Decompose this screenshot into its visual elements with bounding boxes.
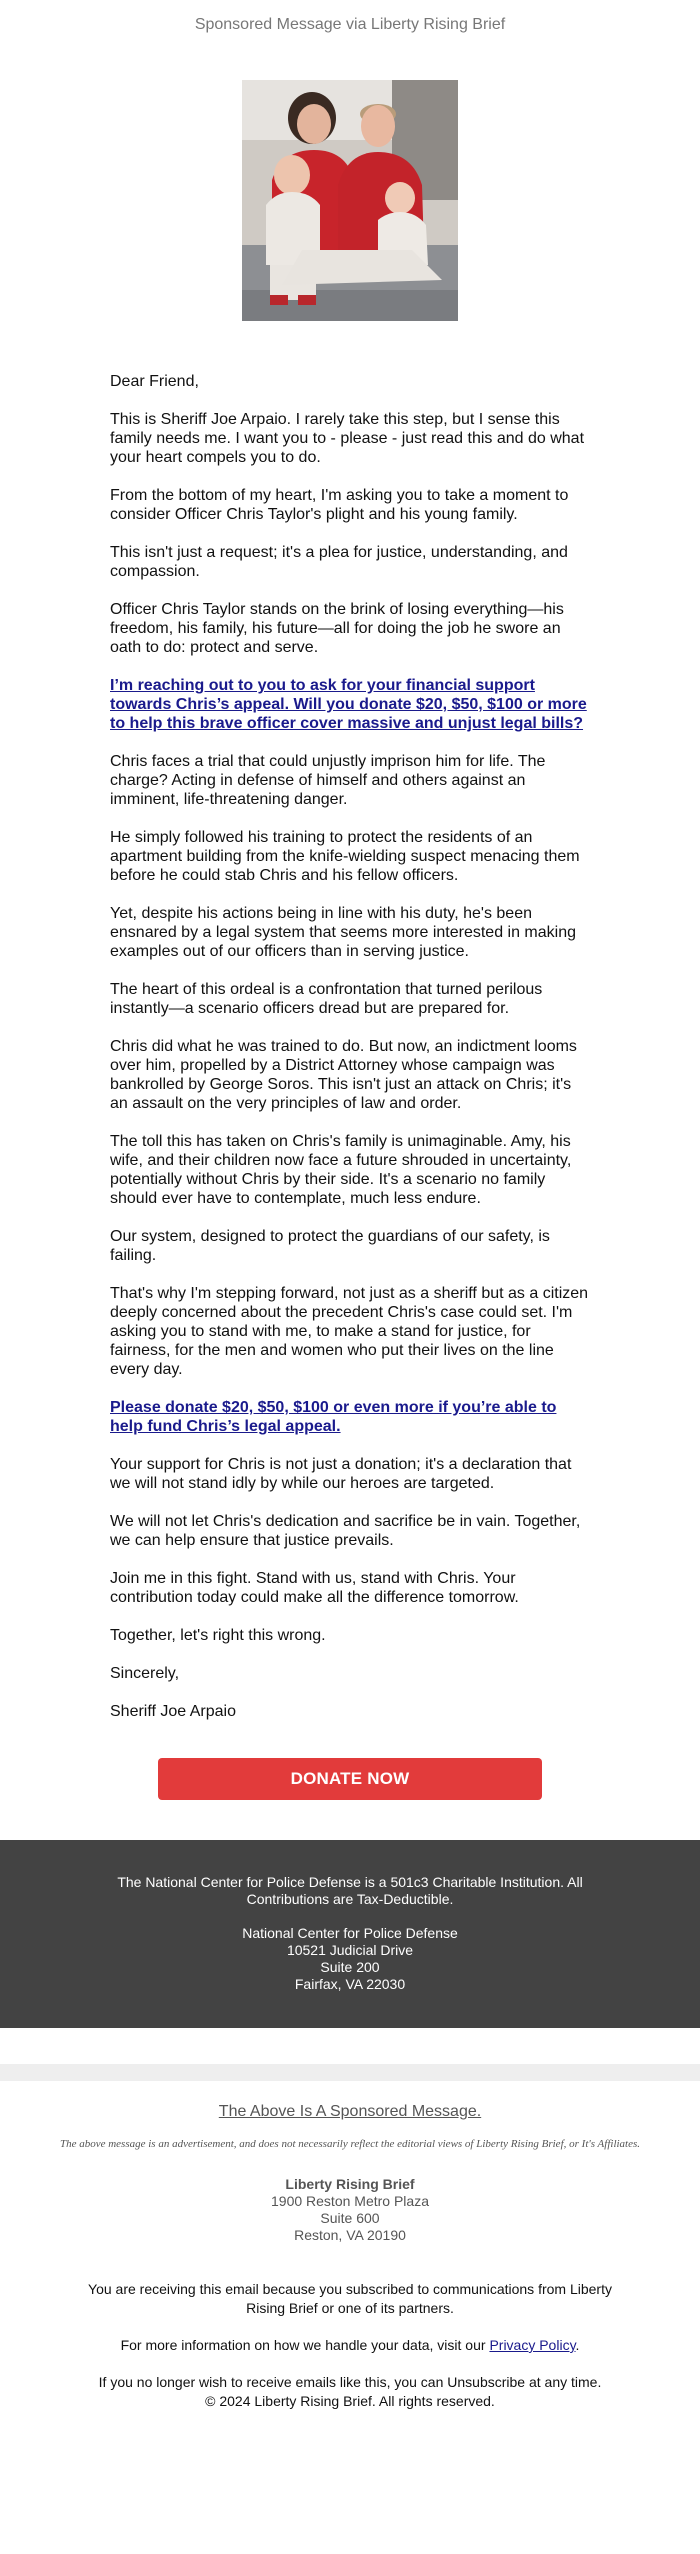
letter-paragraph: From the bottom of my heart, I'm asking you to take a moment to consider Officer Chris Taylor's plight and his young family. [110, 487, 569, 523]
letter-paragraph: Together, let's right this wrong. [110, 1627, 326, 1644]
donation-appeal-link[interactable]: I’m reaching out to you to ask for your financial support towards Chris’s appeal. Will you donate $20, $50, $100 or more to help this brave officer cover massive and unjust legal bills? [110, 677, 587, 732]
letter-body [110, 372, 590, 1740]
organization-street: 10521 Judicial Drive [286, 1942, 414, 1958]
legal-appeal-donate-link[interactable]: Please donate $20, $50, $100 or even more if you’re able to help fund Chris’s legal appeal. [110, 1399, 557, 1435]
publisher-city: Reston, VA 20190 [294, 2227, 406, 2243]
organization-name: National Center for Police Defense [242, 1925, 458, 1941]
sponsored-message-title: The Above Is A Sponsored Message. [218, 2103, 482, 2120]
organization-city: Fairfax, VA 22030 [294, 1976, 406, 1992]
letter-paragraph: This isn't just a request; it's a plea for justice, understanding, and compassion. [110, 544, 568, 580]
data-handling-note [70, 2336, 630, 2355]
privacy-policy-link[interactable]: Privacy Policy [489, 2337, 576, 2353]
letter-paragraph: Officer Chris Taylor stands on the brink of losing everything—his freedom, his family, his future—all for doing the job he swore an oath to do: protect and serve. [110, 601, 564, 656]
letter-paragraph: Yet, despite his actions being in line with his duty, he's been ensnared by a legal system that seems more interested in making examples out of our officers than in serving justice. [110, 905, 577, 960]
letter-paragraph: Chris faces a trial that could unjustly imprison him for life. The charge? Acting in defense of himself and others against an imminent, life-threatening danger. [110, 753, 546, 808]
letter-paragraph: The heart of this ordeal is a confrontation that turned perilous instantly—a scenario officers dread but are prepared for. [110, 981, 543, 1017]
editorial-disclaimer: The above message is an advertisement, and does not necessarily reflect the editorial views of Liberty Rising Brief, or It's Affiliates. [59, 2138, 641, 2150]
letter-paragraph: Chris did what he was trained to do. But now, an indictment looms over him, propelled by a District Attorney whose campaign was bankrolled by George Soros. This isn't just an attack on Chris; it's an assault on the very principles of law and order. [110, 1038, 577, 1112]
section-divider [0, 2064, 700, 2081]
letter-paragraph: That's why I'm stepping forward, not just as a sheriff but as a citizen deeply concerned about the precedent Chris's case could set. I'm asking you to stand with me, to make a stand for justice, for fairness, for the men and women who put their lives on the line every day. [110, 1285, 589, 1378]
letter-closing: Sincerely, [110, 1665, 180, 1682]
publisher-street: 1900 Reston Metro Plaza [271, 2193, 429, 2209]
letter-paragraph: We will not let Chris's dedication and sacrifice be in vain. Together, we can help ensure that justice prevails. [110, 1513, 581, 1549]
organization-address [100, 1925, 600, 1993]
data-note-suffix: . [575, 2337, 580, 2353]
letter-paragraph: Your support for Chris is not just a donation; it's a declaration that we will not stand idly by while our heroes are targeted. [110, 1456, 572, 1492]
letter-paragraph: Our system, designed to protect the guardians of our safety, is failing. [110, 1228, 550, 1264]
data-note-prefix: For more information on how we handle your data, visit our [120, 2337, 490, 2353]
publisher-address [0, 2176, 700, 2244]
legal-notices [70, 2280, 630, 2411]
letter-signature: Sheriff Joe Arpaio [110, 1703, 237, 1720]
subscription-note: You are receiving this email because you subscribed to communications from Liberty Rising Brief or one of its partners. [88, 2281, 612, 2316]
donate-now-button[interactable]: DONATE NOW [158, 1758, 542, 1800]
organization-suite: Suite 200 [320, 1959, 380, 1975]
letter-paragraph: The toll this has taken on Chris's family is unimaginable. Amy, his wife, and their children now face a future shrouded in uncertainty, potentially without Chris by their side. It's a scenario no family should ever have to contemplate, much less endure. [110, 1133, 572, 1207]
family-photo [242, 80, 458, 321]
unsubscribe-copyright [70, 2373, 630, 2411]
publisher-suite: Suite 600 [320, 2210, 380, 2226]
letter-paragraph: Join me in this fight. Stand with us, stand with Chris. Your contribution today could make all the difference tomorrow. [110, 1570, 519, 1606]
organization-footer [0, 1840, 700, 2028]
copyright-notice: © 2024 Liberty Rising Brief. All rights reserved. [205, 2393, 495, 2409]
letter-paragraph: This is Sheriff Joe Arpaio. I rarely take this step, but I sense this family needs me. I want you to - please - just read this and do what your heart compels you to do. [110, 411, 585, 466]
publisher-name: Liberty Rising Brief [285, 2176, 415, 2192]
letter-paragraph: He simply followed his training to protect the residents of an apartment building from the knife-wielding suspect menacing them before he could stab Chris and his fellow officers. [110, 829, 580, 884]
letter-greeting: Dear Friend, [110, 373, 199, 390]
sponsored-header: Sponsored Message via Liberty Rising Brief [194, 16, 506, 33]
tax-deductible-statement: The National Center for Police Defense is a 501c3 Charitable Institution. All Contributions are Tax-Deductible. [117, 1874, 583, 1907]
unsubscribe-note: If you no longer wish to receive emails like this, you can Unsubscribe at any time. [98, 2374, 602, 2390]
